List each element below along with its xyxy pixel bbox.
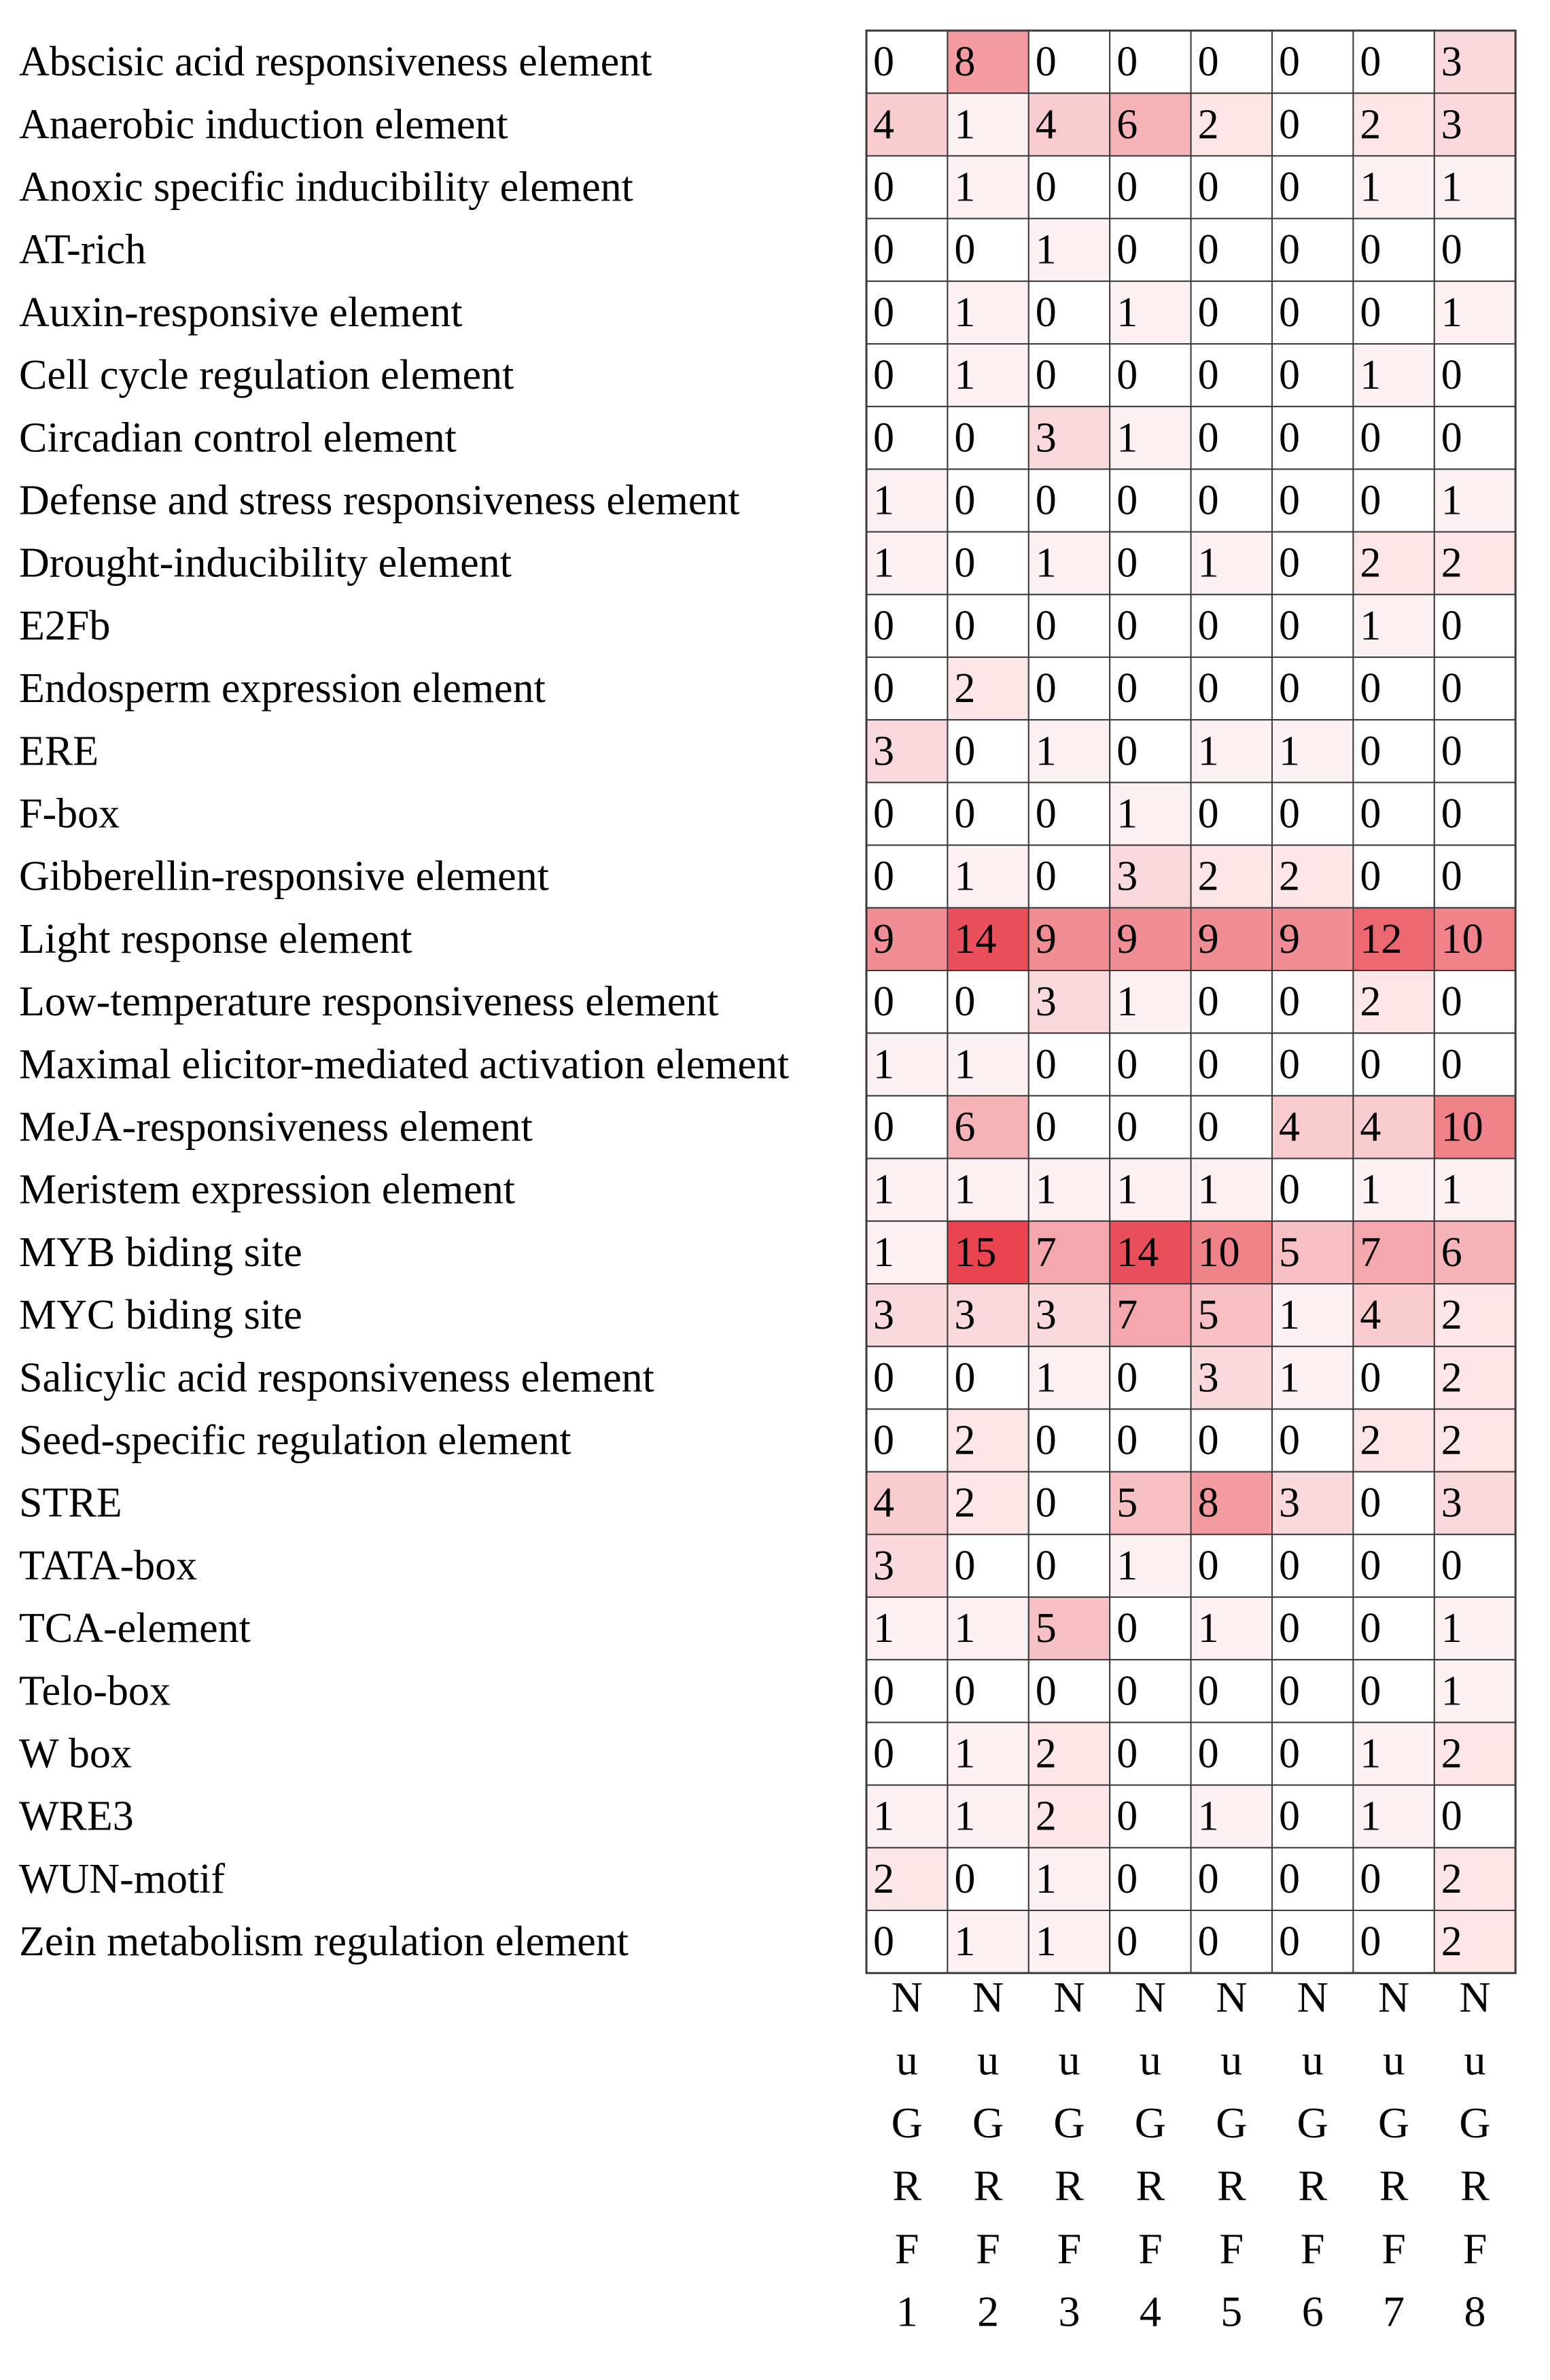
cell-value: 1 (1197, 540, 1219, 587)
cell-value: 2 (1035, 1730, 1057, 1777)
row-label: ERE (19, 728, 99, 775)
cell-value: 0 (1360, 728, 1381, 775)
cell-value: 0 (873, 979, 894, 1026)
cell-value: 0 (1035, 477, 1057, 524)
cell-value: 1 (954, 164, 976, 211)
cell-value: 0 (1441, 979, 1462, 1026)
cell-value: 0 (1197, 790, 1219, 837)
cell-value: 1 (1279, 728, 1300, 775)
cell-value: 4 (1360, 1292, 1381, 1339)
cell-value: 8 (954, 39, 976, 86)
row-label: Gibberellin-responsive element (19, 853, 549, 900)
cell-value: 0 (1116, 665, 1138, 712)
cell-value: 4 (1035, 101, 1057, 148)
cell-value: 1 (873, 1041, 894, 1088)
cell-value: 1 (954, 352, 976, 399)
cell-value: 0 (873, 665, 894, 712)
cell-value: 0 (873, 1730, 894, 1777)
cell-value: 3 (873, 1542, 894, 1589)
cell-value: 0 (1035, 1417, 1057, 1464)
cell-value: 0 (1360, 226, 1381, 273)
cell-value: 0 (954, 540, 976, 587)
cell-value: 1 (1197, 728, 1219, 775)
row-label: Drought-inducibility element (19, 540, 512, 587)
cell-value: 1 (873, 477, 894, 524)
cell-value: 0 (1279, 1542, 1300, 1589)
cell-value: 0 (954, 790, 976, 837)
cell-value: 0 (1279, 101, 1300, 148)
cell-value: 0 (1360, 1041, 1381, 1088)
cell-value: 14 (954, 915, 997, 962)
row-label: Low-temperature responsiveness element (19, 979, 719, 1026)
cell-value: 3 (1441, 1480, 1462, 1526)
cell-value: 1 (1279, 1292, 1300, 1339)
cell-value: 0 (954, 1855, 976, 1902)
cell-value: 0 (1279, 352, 1300, 399)
cell-value: 2 (954, 1417, 976, 1464)
cell-value: 0 (1279, 540, 1300, 587)
cell-value: 1 (1360, 602, 1381, 649)
cell-value: 0 (873, 352, 894, 399)
cell-value: 0 (1441, 790, 1462, 837)
cell-value: 0 (1116, 1041, 1138, 1088)
cell-value: 3 (1279, 1480, 1300, 1526)
cell-value: 0 (1279, 1605, 1300, 1652)
cell-value: 1 (954, 101, 976, 148)
cell-value: 0 (1360, 477, 1381, 524)
row-label: STRE (19, 1480, 122, 1526)
cell-value: 0 (873, 1354, 894, 1401)
cell-value: 0 (1197, 1855, 1219, 1902)
cell-value: 0 (1360, 415, 1381, 461)
cell-value: 7 (1360, 1229, 1381, 1276)
cell-value: 0 (1035, 39, 1057, 86)
cell-value: 0 (1035, 790, 1057, 837)
cell-value: 2 (1279, 853, 1300, 900)
cell-value: 1 (954, 289, 976, 336)
cell-value: 0 (1279, 1668, 1300, 1715)
cell-value: 2 (1441, 1417, 1462, 1464)
cell-value: 0 (1197, 352, 1219, 399)
cell-value: 0 (1197, 226, 1219, 273)
row-label: MeJA-responsiveness element (19, 1104, 533, 1151)
row-label: Telo-box (19, 1668, 171, 1715)
cell-value: 1 (1197, 1166, 1219, 1213)
cell-value: 0 (954, 979, 976, 1026)
column-label: N u G R F 1 (891, 1973, 923, 2336)
cell-value: 0 (1441, 602, 1462, 649)
cell-value: 0 (1035, 289, 1057, 336)
cell-value: 0 (1360, 1542, 1381, 1589)
cell-value: 1 (873, 1229, 894, 1276)
cell-value: 0 (873, 1919, 894, 1965)
cell-value: 0 (1441, 853, 1462, 900)
cell-value: 0 (954, 226, 976, 273)
cell-value: 5 (1279, 1229, 1300, 1276)
cell-value: 1 (1116, 1166, 1138, 1213)
column-label: N u G R F 2 (972, 1973, 1004, 2336)
cell-value: 15 (954, 1229, 997, 1276)
cell-value: 1 (1035, 1855, 1057, 1902)
cell-value: 0 (954, 477, 976, 524)
cell-value: 1 (1441, 1668, 1462, 1715)
cell-value: 0 (1360, 1605, 1381, 1652)
cell-value: 0 (873, 415, 894, 461)
cell-value: 9 (1197, 915, 1219, 962)
row-label: MYC biding site (19, 1292, 302, 1339)
cell-value: 0 (1279, 1730, 1300, 1777)
row-label: Abscisic acid responsiveness element (19, 39, 652, 86)
cell-value: 0 (1116, 1730, 1138, 1777)
cell-value: 0 (1197, 1104, 1219, 1151)
cell-value: 0 (1116, 1855, 1138, 1902)
row-label: W box (19, 1730, 132, 1777)
cell-value: 0 (1441, 226, 1462, 273)
cell-value: 0 (1035, 1480, 1057, 1526)
cell-value: 1 (1360, 1730, 1381, 1777)
row-label: F-box (19, 790, 120, 837)
cell-value: 3 (1441, 39, 1462, 86)
cell-value: 0 (873, 1668, 894, 1715)
cell-value: 0 (1035, 1668, 1057, 1715)
column-label: N u G R F 4 (1134, 1973, 1167, 2336)
cell-value: 0 (1441, 1542, 1462, 1589)
cell-value: 3 (1116, 853, 1138, 900)
cell-value: 0 (1360, 1354, 1381, 1401)
row-label: Salicylic acid responsiveness element (19, 1354, 654, 1401)
row-labels (19, 39, 789, 1965)
cell-value: 0 (873, 1104, 894, 1151)
cell-value: 1 (1441, 1166, 1462, 1213)
cell-value: 0 (873, 164, 894, 211)
cell-value: 8 (1197, 1480, 1219, 1526)
cell-value: 0 (1360, 289, 1381, 336)
column-label: N u G R F 3 (1053, 1973, 1085, 2336)
cell-value: 1 (1441, 477, 1462, 524)
row-label: Cell cycle regulation element (19, 352, 514, 399)
cell-value: 7 (1116, 1292, 1138, 1339)
cell-value: 0 (873, 289, 894, 336)
row-label: Auxin-responsive element (19, 289, 463, 336)
cell-value: 0 (1279, 1919, 1300, 1965)
cell-value: 0 (1279, 1793, 1300, 1840)
cell-value: 1 (1116, 1542, 1138, 1589)
row-label: Anoxic specific inducibility element (19, 164, 633, 211)
cell-value: 0 (1116, 728, 1138, 775)
cell-value: 0 (1279, 1417, 1300, 1464)
column-label: N u G R F 7 (1377, 1973, 1410, 2336)
cell-value: 3 (1197, 1354, 1219, 1401)
cell-value: 10 (1441, 915, 1483, 962)
cell-value: 2 (1197, 853, 1219, 900)
cell-value: 1 (1035, 1919, 1057, 1965)
cell-value: 4 (1279, 1104, 1300, 1151)
cell-value: 0 (954, 1542, 976, 1589)
cell-value: 9 (1279, 915, 1300, 962)
cell-value: 0 (1035, 352, 1057, 399)
cell-value: 5 (1116, 1480, 1138, 1526)
cell-value: 0 (954, 602, 976, 649)
cell-value: 0 (1197, 1542, 1219, 1589)
row-label: E2Fb (19, 602, 111, 649)
cell-value: 1 (1035, 540, 1057, 587)
cell-value: 1 (1197, 1605, 1219, 1652)
cell-value: 1 (1360, 164, 1381, 211)
cell-value: 0 (873, 790, 894, 837)
row-label: TCA-element (19, 1605, 251, 1652)
cell-value: 7 (1035, 1229, 1057, 1276)
cell-value: 0 (954, 1668, 976, 1715)
row-label: Circadian control element (19, 415, 457, 461)
cell-value: 4 (1360, 1104, 1381, 1151)
cell-value: 0 (1279, 665, 1300, 712)
cell-value: 1 (954, 1041, 976, 1088)
cell-value: 0 (1197, 1919, 1219, 1965)
cell-value: 1 (1441, 164, 1462, 211)
cell-value: 2 (1441, 540, 1462, 587)
cell-value: 0 (1116, 1104, 1138, 1151)
cell-value: 0 (954, 728, 976, 775)
cell-value: 0 (873, 602, 894, 649)
row-label: WUN-motif (19, 1855, 226, 1902)
cell-value: 0 (1441, 352, 1462, 399)
cell-value: 0 (873, 226, 894, 273)
cell-value: 2 (1441, 1855, 1462, 1902)
cell-value: 0 (1035, 853, 1057, 900)
cell-value: 9 (1116, 915, 1138, 962)
cell-value: 0 (1360, 1480, 1381, 1526)
row-label: WRE3 (19, 1793, 134, 1840)
cell-value: 1 (1197, 1793, 1219, 1840)
cell-value: 0 (1197, 415, 1219, 461)
row-label: TATA-box (19, 1542, 198, 1589)
cell-value: 6 (954, 1104, 976, 1151)
cell-value: 1 (954, 1605, 976, 1652)
cell-value: 2 (1441, 1354, 1462, 1401)
cell-value: 0 (1279, 1041, 1300, 1088)
cell-value: 3 (1035, 415, 1057, 461)
cell-value: 5 (1197, 1292, 1219, 1339)
cell-value: 0 (1441, 415, 1462, 461)
cell-value: 5 (1035, 1605, 1057, 1652)
cell-value: 0 (1035, 1041, 1057, 1088)
cell-value: 0 (1035, 1104, 1057, 1151)
cell-value: 0 (873, 39, 894, 86)
cell-value: 0 (1116, 1668, 1138, 1715)
row-label: Seed-specific regulation element (19, 1417, 571, 1464)
cell-value: 0 (1197, 289, 1219, 336)
cell-value: 0 (1197, 164, 1219, 211)
cell-value: 0 (1116, 1605, 1138, 1652)
cell-value: 6 (1441, 1229, 1462, 1276)
cell-value: 0 (1116, 164, 1138, 211)
cell-value: 3 (873, 728, 894, 775)
cell-value: 2 (954, 665, 976, 712)
cell-value: 0 (1116, 602, 1138, 649)
row-label: Anaerobic induction element (19, 101, 508, 148)
cell-value: 10 (1441, 1104, 1483, 1151)
cell-value: 2 (1035, 1793, 1057, 1840)
cell-value: 4 (873, 1480, 894, 1526)
cell-value: 0 (1279, 477, 1300, 524)
cell-value: 0 (1279, 979, 1300, 1026)
cell-value: 0 (1360, 39, 1381, 86)
cell-value: 3 (1035, 979, 1057, 1026)
cell-value: 1 (873, 1166, 894, 1213)
cell-value: 0 (1279, 226, 1300, 273)
cell-value: 0 (1116, 226, 1138, 273)
cell-value: 0 (1279, 602, 1300, 649)
cell-value: 0 (1279, 289, 1300, 336)
cell-value: 0 (1197, 1417, 1219, 1464)
cell-value: 2 (1441, 1292, 1462, 1339)
cell-value: 0 (1279, 790, 1300, 837)
cell-value: 10 (1197, 1229, 1240, 1276)
cell-value: 1 (1035, 1354, 1057, 1401)
cell-value: 0 (1197, 477, 1219, 524)
cell-value: 0 (1035, 164, 1057, 211)
cell-value: 1 (1116, 415, 1138, 461)
cell-value: 1 (1035, 226, 1057, 273)
row-label: Zein metabolism regulation element (19, 1919, 629, 1965)
row-label: Defense and stress responsiveness element (19, 477, 740, 524)
cell-value: 9 (1035, 915, 1057, 962)
cell-value: 0 (1360, 853, 1381, 900)
cell-value: 1 (954, 1793, 976, 1840)
row-label: Endosperm expression element (19, 665, 546, 712)
cell-value: 0 (1360, 665, 1381, 712)
column-labels (892, 1973, 1491, 2336)
cell-value: 0 (1197, 39, 1219, 86)
cell-value: 1 (1360, 1166, 1381, 1213)
cell-value: 9 (873, 915, 894, 962)
cell-value: 0 (1116, 1417, 1138, 1464)
row-label: MYB biding site (19, 1229, 302, 1276)
cell-value: 2 (1441, 1919, 1462, 1965)
cell-value: 1 (1360, 1793, 1381, 1840)
row-label: AT-rich (19, 226, 147, 273)
cell-value: 0 (1279, 415, 1300, 461)
cell-value: 0 (1197, 979, 1219, 1026)
cell-value: 0 (1441, 1793, 1462, 1840)
row-label: Light response element (19, 915, 412, 962)
cell-value: 0 (1116, 1793, 1138, 1840)
cell-value: 1 (1279, 1354, 1300, 1401)
cell-value: 0 (1441, 728, 1462, 775)
cell-value: 0 (1279, 164, 1300, 211)
cell-value: 1 (1116, 289, 1138, 336)
cell-value: 0 (1116, 352, 1138, 399)
cell-value: 1 (1116, 979, 1138, 1026)
cell-value: 1 (954, 1919, 976, 1965)
cell-value: 2 (1441, 1730, 1462, 1777)
cell-value: 1 (954, 1166, 976, 1213)
cell-value: 0 (1035, 602, 1057, 649)
cell-value: 1 (954, 853, 976, 900)
cell-value: 1 (1035, 728, 1057, 775)
cell-value: 0 (873, 1417, 894, 1464)
cell-value: 6 (1116, 101, 1138, 148)
cell-value: 12 (1360, 915, 1403, 962)
cell-value: 0 (1279, 39, 1300, 86)
cell-value: 3 (954, 1292, 976, 1339)
cell-value: 0 (873, 853, 894, 900)
cell-value: 0 (954, 1354, 976, 1401)
cell-value: 1 (1441, 1605, 1462, 1652)
cell-value: 1 (873, 1605, 894, 1652)
cell-value: 1 (1116, 790, 1138, 837)
cell-value: 4 (873, 101, 894, 148)
cell-value: 2 (1197, 101, 1219, 148)
cell-value: 0 (1197, 1730, 1219, 1777)
cell-value: 1 (954, 1730, 976, 1777)
cell-value: 3 (1441, 101, 1462, 148)
cell-value: 2 (1360, 101, 1381, 148)
column-label: N u G R F 5 (1216, 1973, 1248, 2336)
cell-value: 0 (1197, 1668, 1219, 1715)
row-label: Maximal elicitor-mediated activation element (19, 1041, 790, 1088)
cell-value: 0 (1441, 1041, 1462, 1088)
cell-value: 0 (1116, 1354, 1138, 1401)
cell-value: 14 (1116, 1229, 1159, 1276)
cell-value: 0 (1360, 1668, 1381, 1715)
cell-value: 3 (1035, 1292, 1057, 1339)
cell-value: 0 (1360, 790, 1381, 837)
cell-value: 0 (1279, 1166, 1300, 1213)
cell-value: 0 (1197, 1041, 1219, 1088)
cell-value: 1 (873, 1793, 894, 1840)
cell-value: 1 (873, 540, 894, 587)
column-label: N u G R F 8 (1459, 1973, 1491, 2336)
cell-value: 1 (1360, 352, 1381, 399)
cell-value: 3 (873, 1292, 894, 1339)
cell-value: 0 (1197, 602, 1219, 649)
cell-value: 0 (954, 415, 976, 461)
cell-value: 2 (1360, 540, 1381, 587)
cell-value: 1 (1441, 289, 1462, 336)
cell-value: 0 (1360, 1919, 1381, 1965)
row-label: Meristem expression element (19, 1166, 516, 1213)
cell-value: 0 (1116, 477, 1138, 524)
cell-value: 0 (1279, 1855, 1300, 1902)
cell-value: 0 (1035, 1542, 1057, 1589)
cell-value: 0 (1360, 1855, 1381, 1902)
cell-value: 2 (1360, 979, 1381, 1026)
cell-value: 1 (1035, 1166, 1057, 1213)
cell-value: 0 (1116, 39, 1138, 86)
cell-value: 2 (954, 1480, 976, 1526)
cell-value: 0 (1116, 1919, 1138, 1965)
cell-value: 0 (1197, 665, 1219, 712)
cell-value: 0 (1441, 665, 1462, 712)
cell-value: 0 (1035, 665, 1057, 712)
cell-value: 0 (1116, 540, 1138, 587)
cell-value: 2 (873, 1855, 894, 1902)
cell-value: 2 (1360, 1417, 1381, 1464)
column-label: N u G R F 6 (1297, 1973, 1328, 2336)
